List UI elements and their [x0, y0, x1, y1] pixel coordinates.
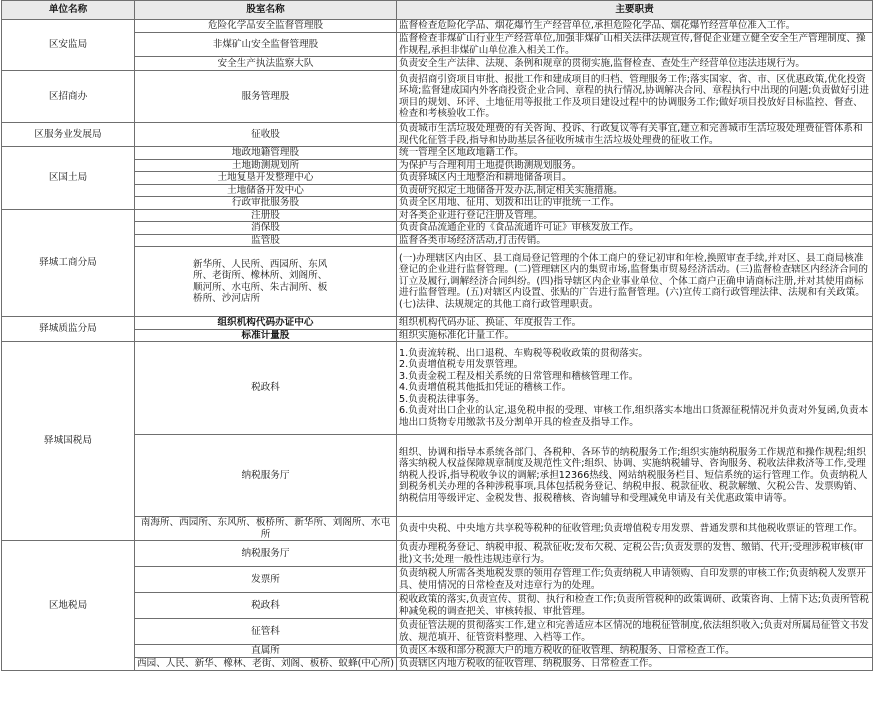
duty-cell: 负责城市生活垃圾处理费的有关咨询、投诉、行政复议等有关事宜,建立和完善城市生活垃圾处理费征管体系和现代化征管手段,指导和协助基层各征收所城市生活垃圾处理费的征收工作。 — [397, 123, 873, 147]
unit-cell: 区安监局 — [2, 20, 135, 71]
section-cell: 直属所 — [135, 645, 397, 658]
duty-cell: 负责办理税务登记、纳税申报、税款征收;发布欠税、定税公告;负责发票的发售、缴销、代开;受理涉税审核(审批)文书;处理一般性违规违章行为。 — [397, 541, 873, 567]
header-duty: 主要职责 — [397, 1, 873, 20]
duty-cell: 1.负责流转税、出口退税、车购税等税收政策的贯彻落实。 2.负责增值税专用发票管理。 3.负责金税工程及相关系统的日常管理和稽核管理工作。 4.负责增值税其他抵扣凭证的稽核工作。 5.负责税法律事务。 6.负责对出口企业的认定,退免税申报的受理、审核工作,组织落实本地出口货源征税情况并负责对外复函,负责本地出口货物专用缴款书及分割单开具的检查及指导工作。 — [397, 342, 873, 435]
table-row — [2, 123, 873, 147]
unit-cell: 驿城国税局 — [2, 342, 135, 541]
table-row — [2, 209, 873, 222]
section-cell: 地政地籍管理股 — [135, 147, 397, 160]
section-cell: 纳税服务厅 — [135, 541, 397, 567]
section-cell: 安全生产执法监察大队 — [135, 57, 397, 71]
header-section: 股室名称 — [135, 1, 397, 20]
duty-cell: 税收政策的落实,负责宣传、贯彻、执行和检查工作;负责所管税种的政策调研、政策咨询、上情下达;负责所管税种减免税的调查把关、审核转报、审批管理。 — [397, 593, 873, 619]
table-header-row — [2, 1, 873, 20]
duty-cell: 负责招商引资项目审批、报批工作和建成项目的归档、管理服务工作;落实国家、省、市、区优惠政策,优化投资环境;监督建成国内外客商投资企业合同、章程的执行情况,协调解决合同、章程执行中出现的问题;负责做好引进项目的规划、环评、土地征用等报批工作及项目建设过程中的协调服务工作;做好项目投放好目标监控、督查、检查和考核验收工作。 — [397, 71, 873, 123]
duty-cell: 负责食品流通企业的《食品流通许可证》审核发放工作。 — [397, 222, 873, 235]
duty-cell: 负责安全生产法律、法规、条例和规章的贯彻实施,监督检查、查处生产经营单位违法违规行为。 — [397, 57, 873, 71]
unit-cell: 区国土局 — [2, 147, 135, 210]
table-row — [2, 147, 873, 160]
duty-cell: 监督各类市场经济活动,打击传销。 — [397, 234, 873, 247]
duty-cell: 负责全区用地、征用、划拨和出让的审批统一工作。 — [397, 197, 873, 210]
duty-cell: 组织机构代码办证、换证、年度报告工作。 — [397, 317, 873, 330]
duty-cell: (一)办理辖区内由区、县工商局登记管理的个体工商户的登记初审和年检,换照审查手续,并对区、县工商局核准登记的企业进行监督管理。(二)管理辖区内的集贸市场,监督集市贸易经济活动。(三)监督检查辖区内经济合同的订立及履行,调解经济合同纠纷。(四)指导辖区内企业事业单位、个体工商户正确申请商标注册,并对其使用商标进行监督管理。(五)对辖区内设置、张贴的广告进行监督管理。(六)宣传工商行政管理法律、法规和有关政策。(七)法律、法规规定的其他工商行政管理职责。 — [397, 247, 873, 317]
unit-cell: 驿城质监分局 — [2, 317, 135, 342]
section-cell: 新华所、人民所、西园所、东风所、老街所、橡林所、刘阁所、顺河所、水屯所、朱古洞所、板桥所、沙河店所 — [135, 247, 397, 317]
section-cell: 征收股 — [135, 123, 397, 147]
duty-cell: 为保护与合理利用土地提供勘测规划服务。 — [397, 159, 873, 172]
table-row — [2, 541, 873, 567]
duty-cell: 组织实施标准化计量工作。 — [397, 329, 873, 342]
duty-cell: 监督检查危险化学品、烟花爆竹生产经营单位,承担危险化学品、烟花爆竹经营单位准入工作。 — [397, 20, 873, 33]
duty-cell: 监督检查非煤矿山行业生产经营单位,加强非煤矿山相关法律法规宣传,督促企业建立健全安全生产管理制度、操作规程,承担非煤矿山单位准入相关工作。 — [397, 33, 873, 57]
duty-cell: 负责驿城区内土地整治和耕地储备项目。 — [397, 172, 873, 185]
section-cell: 标准计量股 — [135, 329, 397, 342]
section-cell: 发票所 — [135, 567, 397, 593]
duty-cell: 负责中央税、中央地方共享税等税种的征收管理;负责增值税专用发票、普通发票和其他税收票证的管理工作。 — [397, 517, 873, 541]
section-cell: 土地储备开发中心 — [135, 184, 397, 197]
duty-cell: 负责征管法规的贯彻落实工作,建立和完善适应本区情况的地税征管制度,依法组织收入;负责对所属局征管文书发放、规范填开、征管资料整理、入档等工作。 — [397, 619, 873, 645]
duty-table — [1, 0, 873, 671]
unit-cell: 驿城工商分局 — [2, 209, 135, 317]
header-unit: 单位名称 — [2, 1, 135, 20]
section-cell: 危险化学品安全监督管理股 — [135, 20, 397, 33]
unit-cell: 区地税局 — [2, 541, 135, 671]
duty-cell: 负责纳税人所需各类地税发票的领用存管理工作;负责纳税人申请领购、自印发票的审核工作;负责纳税人发票开具、使用情况的日常检查及对违章行为的处理。 — [397, 567, 873, 593]
table-row — [2, 20, 873, 33]
duty-cell: 对各类企业进行登记注册及管理。 — [397, 209, 873, 222]
section-cell: 土地勘测规划所 — [135, 159, 397, 172]
table-row — [2, 71, 873, 123]
duty-cell: 负责研究拟定土地储备开发办法,制定相关实施措施。 — [397, 184, 873, 197]
section-cell: 南海所、西园所、东风所、板桥所、新华所、刘阁所、水屯所 — [135, 517, 397, 541]
unit-cell: 区招商办 — [2, 71, 135, 123]
duty-cell: 统一管理全区地政地籍工作。 — [397, 147, 873, 160]
section-cell: 税政科 — [135, 342, 397, 435]
table-row — [2, 317, 873, 330]
section-cell: 消保股 — [135, 222, 397, 235]
section-cell: 非煤矿山安全监督管理股 — [135, 33, 397, 57]
duty-cell: 负责区本级和部分税源大户的地方税收的征收管理、纳税服务、日常检查工作。 — [397, 645, 873, 658]
section-cell: 征管科 — [135, 619, 397, 645]
section-cell: 纳税服务厅 — [135, 435, 397, 517]
section-cell: 服务管理股 — [135, 71, 397, 123]
duty-cell: 负责辖区内地方税收的征收管理、纳税服务、日常检查工作。 — [397, 658, 873, 671]
unit-cell: 区服务业发展局 — [2, 123, 135, 147]
section-cell: 西园、人民、新华、橡林、老街、刘阁、板桥、蚁蜂(中心所) — [135, 658, 397, 671]
section-cell: 组织机构代码办证中心 — [135, 317, 397, 330]
table-row — [2, 342, 873, 435]
section-cell: 监管股 — [135, 234, 397, 247]
section-cell: 税政科 — [135, 593, 397, 619]
duty-cell: 组织、协调和指导本系统各部门、各税种、各环节的纳税服务工作;组织实施纳税服务工作规范和操作规程;组织落实纳税人权益保障规章制度及规范性文件;组织、协调、实施纳税辅导、咨询服务、税收法律救济等工作,受理纳税人投诉,指导税收争议的调解;承担12366热线、网站纳税服务栏目、短信系统的运行管理工作。负责纳税人到税务机关办理的各种涉税事项,具体包括税务登记、纳税申报、税款征收、税款解缴、欠税公告、发票购销、纳税信用等级评定、金税发售、报税稽核、咨询辅导和受理减免申请及有关优惠政策申请等。 — [397, 435, 873, 517]
section-cell: 注册股 — [135, 209, 397, 222]
section-cell: 行政审批服务股 — [135, 197, 397, 210]
section-cell: 土地复垦开发整理中心 — [135, 172, 397, 185]
